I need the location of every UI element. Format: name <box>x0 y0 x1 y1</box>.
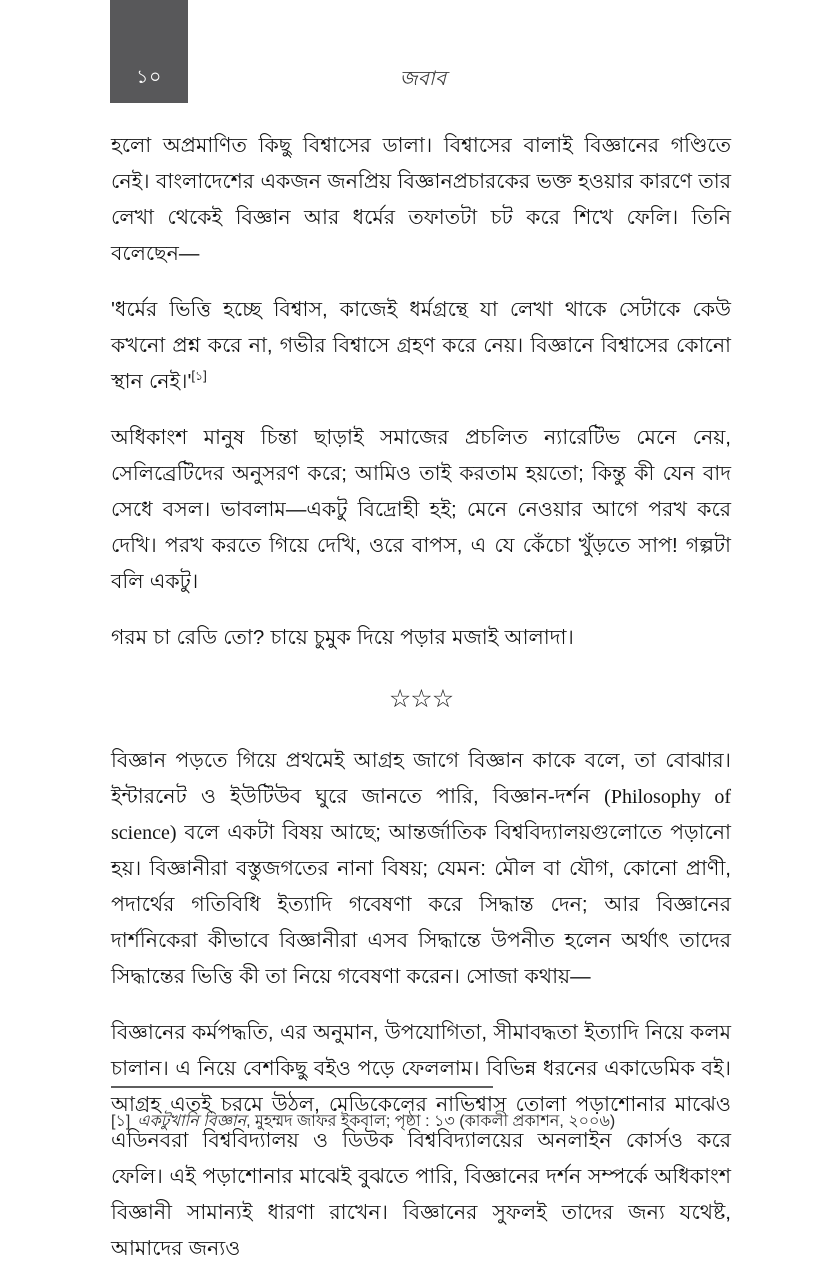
paragraph-3: গরম চা রেডি তো? চায়ে চুমুক দিয়ে পড়ার মজাই আলাদা। <box>111 626 574 649</box>
footnote-marker: [১] <box>111 1113 131 1130</box>
running-header-title: জবাব <box>399 68 447 90</box>
paragraph-5: বিজ্ঞানের কর্মপদ্ধতি, এর অনুমান, উপযোগিতা, সীমাবদ্ধতা ইত্যাদি নিয়ে কলম চালান। এ নিয়ে বেশকিছু বইও পড়ে ফেললাম। বিভিন্ন ধরনের একাডেমিক বই। আগ্রহ এতই চরমে উঠল, মেডিকেলের নাভিশ্বাস তোলা পড়াশোনার মাঝেও এডিনবরা বিশ্ববিদ্যালয় ও ডিউক বিশ্ববিদ্যালয়ের অনলাইন কোর্সও করে ফেলি। এই পড়াশোনার মাঝেই বুঝতে পারি, বিজ্ঞানের দর্শন সম্পর্কে অধিকাংশ বিজ্ঞানী সামান্যই ধারণা রাখেন। বিজ্ঞানের সুফলই তাদের জন্য যথেষ্ট, আমাদের জন্যও <box>111 1021 731 1260</box>
paragraph-1: হলো অপ্রমাণিত কিছু বিশ্বাসের ডালা। বিশ্বাসের বালাই বিজ্ঞানের গণ্ডিতে নেই। বাংলাদেশের একজন জনপ্রিয় বিজ্ঞানপ্রচারকের ভক্ত হওয়ার কারণে তার লেখা থেকেই বিজ্ঞান আর ধর্মের তফাতটা চট করে শিখে ফেলি। তিনি বলেছেন— <box>111 134 731 265</box>
paragraph-4 <box>111 743 731 995</box>
block-quote <box>111 292 731 400</box>
footnote-entry <box>111 1110 731 1134</box>
paragraph-4-latin-term: (Philosophy of science) <box>111 786 731 844</box>
quote-text: 'ধর্মের ভিত্তি হচ্ছে বিশ্বাস, কাজেই ধর্মগ্রন্থে যা লেখা থাকে সেটাকে কেউ কখনো প্রশ্ন করে না, গভীর বিশ্বাসে গ্রহণ করে নেয়। বিজ্ঞানে বিশ্বাসের কোনো স্থান নেই।' <box>111 298 731 393</box>
paragraph-2: অধিকাংশ মানুষ চিন্তা ছাড়াই সমাজের প্রচলিত ন্যারেটিভ মেনে নেয়, সেলিব্রেটিদের অনুসরণ করে; আমিও তাই করতাম হয়তো; কিন্তু কী যেন বাদ সেধে বসল। ভাবলাম—একটু বিদ্রোহী হই; মেনে নেওয়ার আগে পরখ করে দেখি। পরখ করতে গিয়ে দেখি, ওরে বাপস, এ যে কেঁচো খুঁড়তে সাপ! গল্পটা বলি একটু। <box>111 426 731 593</box>
footnote-citation-rest: , মুহম্মদ জাফর ইকবাল; পৃষ্ঠা : ১৩ (কাকলী প্রকাশন, ২০০৬) <box>246 1113 616 1130</box>
footnote-reference-marker: [১] <box>191 368 207 384</box>
page-number: ১০ <box>136 67 162 88</box>
paragraph-4-segment-2: বলে একটা বিষয় আছে; আন্তর্জাতিক বিশ্ববিদ্যালয়গুলোতে পড়ানো হয়। বিজ্ঞানীরা বস্তুজগতের নানা বিষয়; যেমন: মৌল বা যৌগ, কোনো প্রাণী, পদার্থের গতিবিধি ইত্যাদি গবেষণা করে সিদ্ধান্ত দেন; আর বিজ্ঞানের দার্শনিকেরা কীভাবে বিজ্ঞানীরা এসব সিদ্ধান্তে উপনীত হলেন অর্থাৎ তাদের সিদ্ধান্তের ভিত্তি কী তা নিয়ে গবেষণা করেন। সোজা কথায়— <box>111 821 731 988</box>
paragraph-4-segment-1: বিজ্ঞান পড়তে গিয়ে প্রথমেই আগ্রহ জাগে বিজ্ঞান কাকে বলে, তা বোঝার। ইন্টারনেট ও ইউটিউব ঘুরে জানতে পারি, বিজ্ঞান-দর্শন <box>111 749 731 808</box>
page-number-box <box>110 0 188 103</box>
footnote-area <box>111 1086 731 1134</box>
footnote-separator-rule <box>111 1086 493 1088</box>
footnote-book-title: একটুখানি বিজ্ঞান <box>137 1113 247 1130</box>
section-divider-stars: ☆☆☆ <box>388 684 454 713</box>
